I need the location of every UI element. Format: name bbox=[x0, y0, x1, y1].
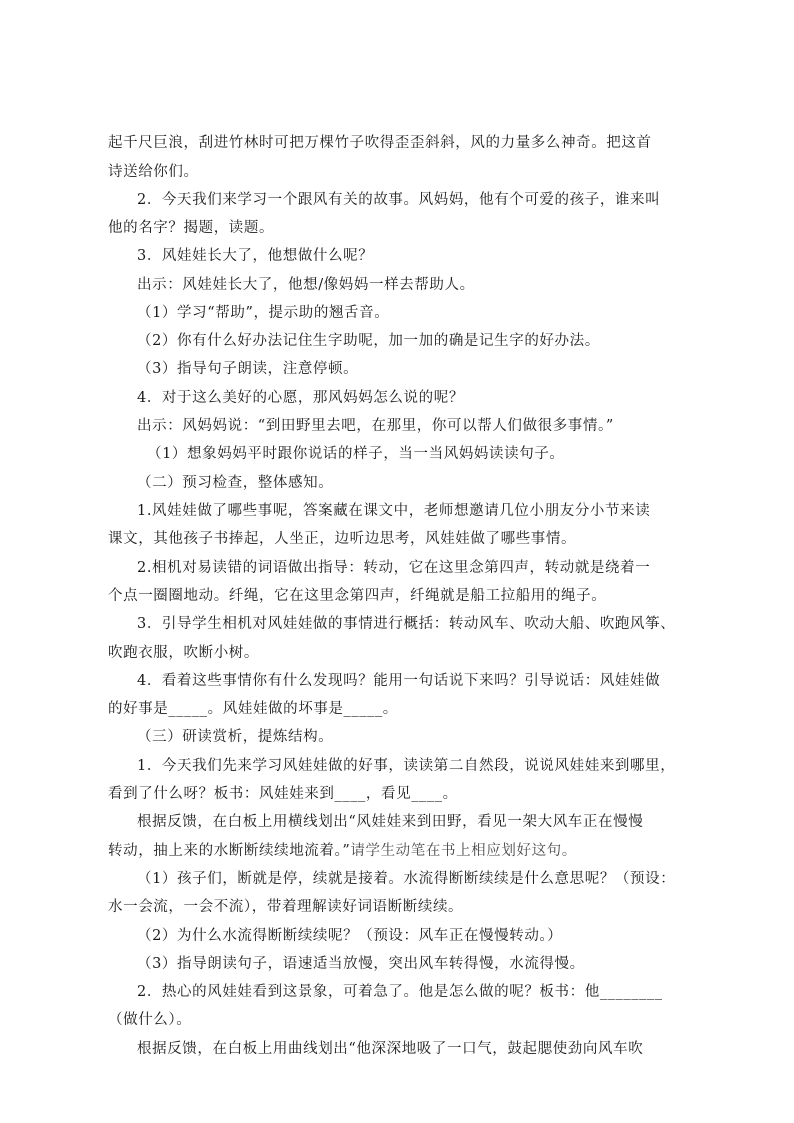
text-line: （3）指导句子朗读，注意停顿。 bbox=[137, 361, 359, 377]
text-line: （2）你有什么好办法记住生字助呢，加一加的确是记生字的好办法。 bbox=[137, 333, 600, 349]
text-line: 3．引导学生相机对风娃娃做的事情进行概括：转动风车、吹动大船、吹跑风筝、 bbox=[137, 616, 676, 632]
text-line: （3）指导朗读句子，语速适当放慢，突出风车转得慢，水流得慢。 bbox=[137, 956, 585, 972]
text-line: 根据反馈，在白板上用横线划出“风娃娃来到田野，看见一架大风车正在慢慢 bbox=[137, 814, 644, 830]
text-line: 根据反馈，在白板上用曲线划出“他深深地吸了一口气，鼓起腮使劲向风车吹 bbox=[137, 1041, 644, 1057]
text-line: 水一会流，一会不流），带着理解读好词语断断续续。 bbox=[108, 899, 464, 915]
text-line: 课文，其他孩子书捧起，人坐正，边听边思考，风娃娃做了哪些事情。 bbox=[108, 531, 577, 547]
text-line: 个点一圈圈地动。纤绳，它在这里念第四声，纤绳就是船工拉船用的绳子。 bbox=[108, 588, 607, 604]
text-line: 2．今天我们来学习一个跟风有关的故事。风妈妈，他有个可爱的孩子，谁来叫 bbox=[137, 192, 661, 208]
text-line: 2．热心的风娃娃看到这景象，可着急了。他是怎么做的呢？板书：他________ bbox=[137, 984, 663, 1000]
text-line: 3．风娃娃长大了，他想做什么呢？ bbox=[137, 248, 374, 264]
text-line: 1.风娃娃做了哪些事呢，答案藏在课文中，老师想邀请几位小朋友分小节来读 bbox=[137, 503, 651, 519]
text-line: 1．今天我们先来学习风娃娃做的好事，读读第二自然段，说说风娃娃来到哪里， bbox=[137, 758, 676, 774]
text-line: （1）想象妈妈平时跟你说话的样子，当一当风妈妈读读句子。 bbox=[147, 446, 565, 462]
instruction-note: 请学生动笔在书上相应划好这句。 bbox=[350, 843, 577, 859]
text-line: 4．看着这些事情你有什么发现吗？能用一句话说下来吗？引导说话：风娃娃做 bbox=[137, 673, 661, 689]
text-line: （1）孩子们，断就是停，续就是接着。水流得断断续续是什么意思呢？（预设： bbox=[137, 871, 676, 887]
text-line: 出示：风娃娃长大了，他想/像妈妈一样去帮助人。 bbox=[137, 277, 475, 293]
text-line: 诗送给你们。 bbox=[108, 164, 199, 180]
text-line: 起千尺巨浪，刮进竹林时可把万棵竹子吹得歪歪斜斜，风的力量多么神奇。把这首 bbox=[108, 135, 652, 151]
text-line: 4．对于这么美好的心愿，那风妈妈怎么说的呢？ bbox=[137, 390, 464, 406]
text-line: （2）为什么水流得断断续续呢？（预设：风车正在慢慢转动。） bbox=[137, 928, 563, 944]
quoted-sentence: 转动，抽上来的水断断续续地流着。” bbox=[108, 843, 351, 859]
text-line: 看到了什么呀？板书：风娃娃来到____，看见____。 bbox=[108, 786, 458, 802]
text-line: （做什么）。 bbox=[108, 1012, 192, 1028]
text-line: （1）学习“帮助”，提示助的翘舌音。 bbox=[137, 305, 390, 321]
text-line: 他的名字？揭题，读题。 bbox=[108, 220, 275, 236]
text-line: 的好事是_____。风娃娃做的坏事是_____。 bbox=[108, 701, 398, 717]
text-line: 2.相机对易读错的词语做出指导：转动，它在这里念第四声，转动就是绕着一 bbox=[137, 560, 651, 576]
text-line bbox=[108, 839, 577, 860]
text-line: （二）预习检查，整体感知。 bbox=[137, 475, 334, 491]
text-line: 出示：风妈妈说：“到田野里去吧，在那里，你可以帮人们做很多事情。” bbox=[137, 418, 614, 434]
text-line: （三）研读赏析，提炼结构。 bbox=[137, 729, 334, 745]
text-line: 吹跑衣服，吹断小树。 bbox=[108, 645, 259, 661]
